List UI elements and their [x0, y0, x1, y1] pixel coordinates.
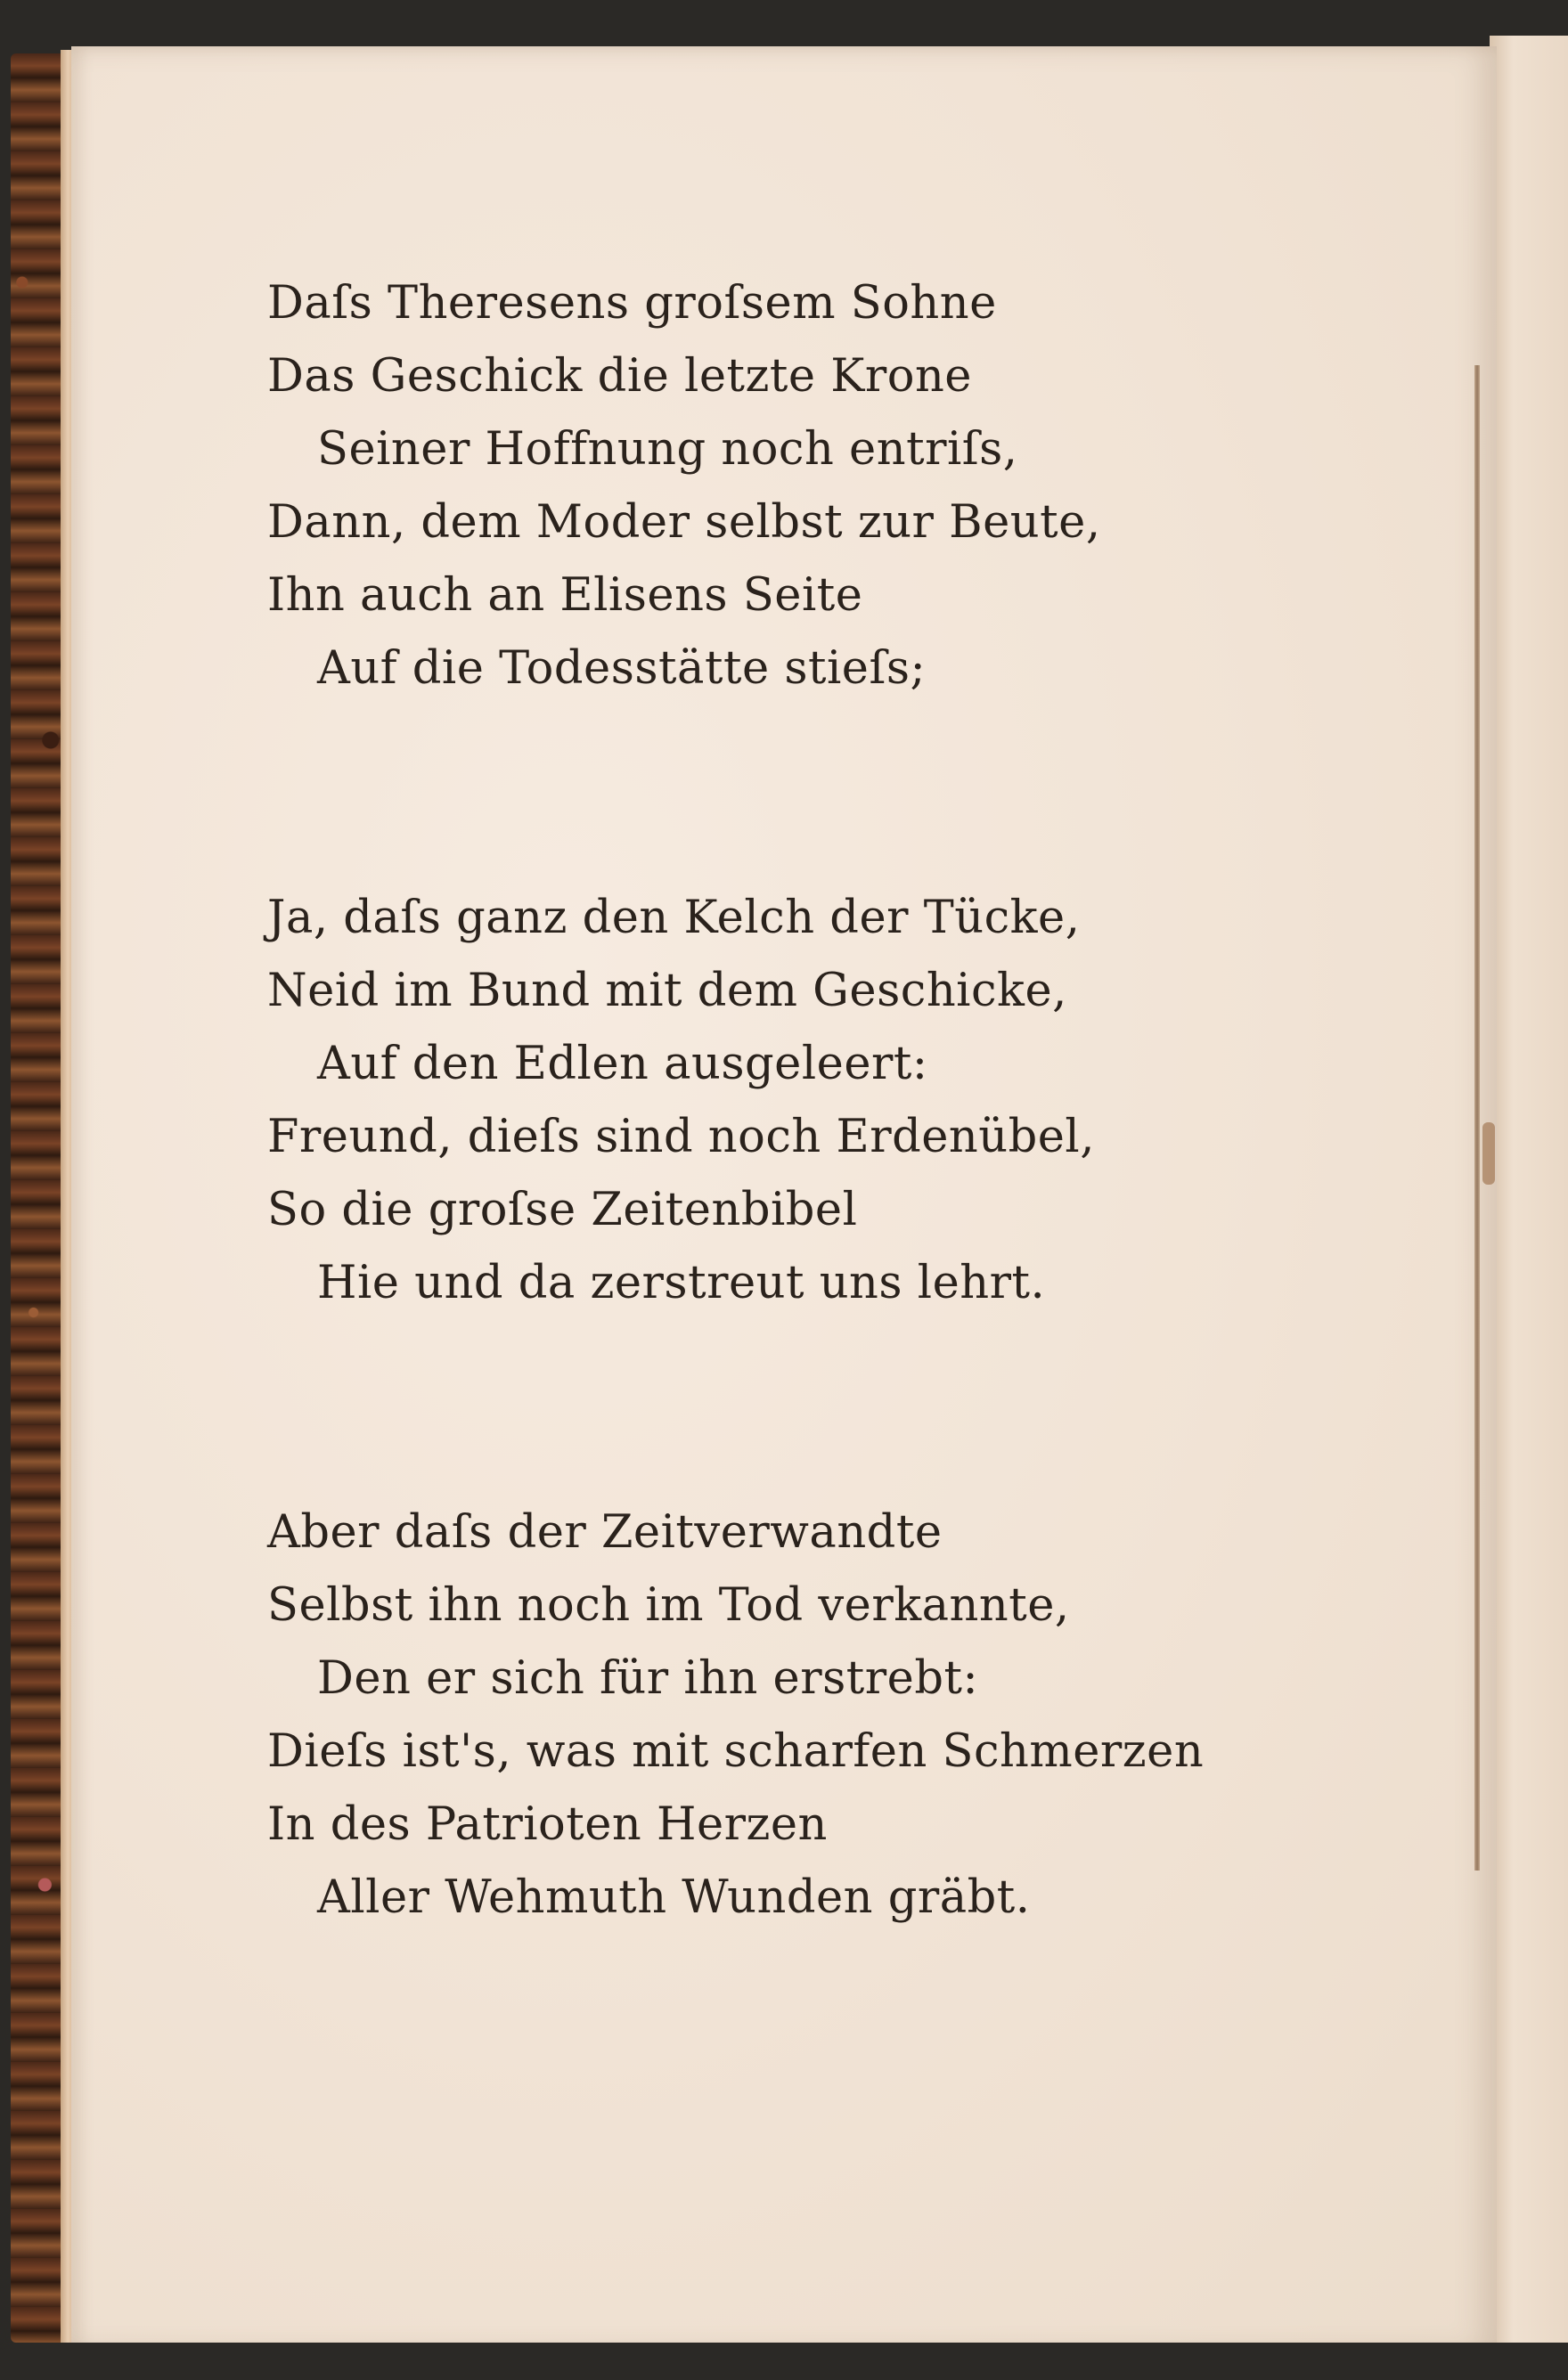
poem-line: Das Geschick die letzte Krone — [267, 350, 972, 403]
poem-line: Neid im Bund mit dem Geschicke, — [267, 965, 1067, 1017]
poem-line: Hie und da zerstreut uns lehrt. — [317, 1257, 1046, 1309]
poem-line: Seiner Hoffnung noch entriſs, — [317, 423, 1018, 476]
stanza-1 — [267, 267, 1247, 705]
poem-line: Ihn auch an Elisens Seite — [267, 569, 863, 622]
poem-line: Den er sich für ihn erstrebt: — [317, 1652, 979, 1705]
scan-bottom-shadow — [0, 2343, 1568, 2380]
poem-line: Dann, dem Moder selbst zur Beute, — [267, 496, 1101, 549]
poem-line: Auf die Todesstätte stieſs; — [317, 642, 927, 695]
poem-line: Aller Wehmuth Wunden gräbt. — [317, 1871, 1031, 1924]
poem-line: Ja, daſs ganz den Kelch der Tücke, — [267, 892, 1081, 944]
poem-line: Auf den Edlen ausgeleert: — [317, 1038, 928, 1090]
poem-line: In des Patrioten Herzen — [267, 1798, 828, 1851]
poem-line: Aber daſs der Zeitverwandte — [267, 1506, 943, 1559]
poem-line: Selbst ihn noch im Tod verkannte, — [267, 1579, 1070, 1632]
poem-line: Freund, dieſs sind noch Erdenübel, — [267, 1111, 1095, 1163]
marbled-cover-board — [11, 53, 68, 2343]
poem-line: Daſs Theresens groſsem Sohne — [267, 277, 997, 330]
stanza-2 — [267, 882, 1247, 1320]
poem-line: Dieſs ist's, was mit scharfen Schmerzen — [267, 1725, 1205, 1778]
binding-stain — [1482, 1122, 1495, 1185]
poem-line: So die groſse Zeitenbibel — [267, 1184, 858, 1236]
facing-page-edge — [1490, 36, 1568, 2351]
binding-thread — [1474, 365, 1480, 1871]
stanza-3 — [267, 1496, 1247, 1935]
